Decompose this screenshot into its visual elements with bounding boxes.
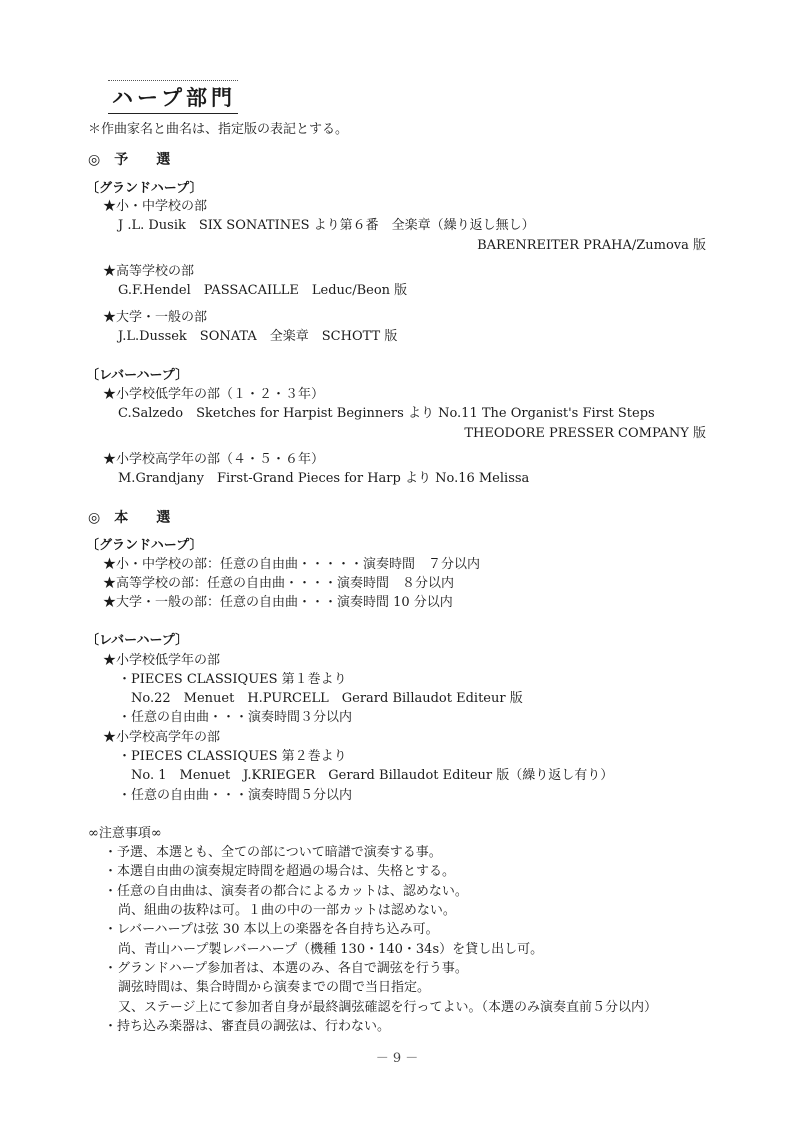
note-item-continued: 尚、青山ハープ製レバーハープ（機種 130・140・34s）を貸し出し可。 [118,942,544,957]
preliminary-lever-upper-grades-piece: M.Grandjany First-Grand Pieces for Harp より No.16 Melissa [118,471,530,486]
preliminary-grand-high-school: ★高等学校の部 [103,264,195,279]
final-grand-elementary-junior: ★小・中学校の部：任意の自由曲・・・・・演奏時間 ７分以内 [103,557,481,572]
note-item: ・予選、本選とも、全ての部について暗譜で演奏する事。 [104,845,442,860]
final-lever-lower-grades-piece: No.22 Menuet H.PURCELL Gerard Billaudot Editeur 版 [131,691,523,706]
preliminary-grand-university: ★大学・一般の部 [103,310,208,325]
preliminary-lever-harp-label: 〔レバーハープ〕 [86,368,189,383]
preliminary-lever-upper-grades: ★小学校高学年の部（４・５・６年） [103,452,325,467]
final-grand-harp-label: 〔グランドハープ〕 [86,538,203,553]
preliminary-grand-elementary-junior-piece: J .L. Dusik SIX SONATINES より第６番 全楽章（繰り返し無し） [118,218,535,233]
note-item: ・本選自由曲の演奏規定時間を超過の場合は、失格とする。 [104,864,456,879]
note-item: ・持ち込み楽器は、審査員の調弦は、行わない。 [104,1019,391,1034]
final-lever-lower-grades-book: ・PIECES CLASSIQUES 第１巻より [118,672,347,687]
preliminary-heading: ◎ 予 選 [88,152,171,168]
composer-title-note: ＊作曲家名と曲名は、指定版の表記とする。 [88,122,349,137]
preliminary-lever-lower-grades: ★小学校低学年の部（１・２・３年） [103,387,325,402]
final-heading: ◎ 本 選 [88,510,171,526]
final-grand-high-school: ★高等学校の部：任意の自由曲・・・・演奏時間 ８分以内 [103,576,455,591]
note-item: ・グランドハープ参加者は、本選のみ、各自で調弦を行う事。 [104,961,468,976]
final-lever-upper-grades-free: ・任意の自由曲・・・演奏時間５分以内 [118,788,353,803]
section-title: ハープ部門 [108,80,238,114]
final-lever-upper-grades-book: ・PIECES CLASSIQUES 第２巻より [118,749,347,764]
preliminary-grand-high-school-piece: G.F.Hendel PASSACAILLE Leduc/Beon 版 [118,283,408,298]
note-item: ・レバーハープは弦 30 本以上の楽器を各自持ち込み可。 [104,922,439,937]
final-lever-lower-grades: ★小学校低学年の部 [103,653,221,668]
final-lever-upper-grades: ★小学校高学年の部 [103,730,221,745]
preliminary-grand-elementary-junior-edition: BARENREITER PRAHA/Zumova 版 [477,238,706,253]
preliminary-lever-lower-grades-edition: THEODORE PRESSER COMPANY 版 [464,426,706,441]
notes-heading: ∞注意事項∞ [88,826,162,841]
final-lever-lower-grades-free: ・任意の自由曲・・・演奏時間３分以内 [118,710,353,725]
page-number: － 9 － [375,1051,419,1066]
preliminary-grand-university-piece: J.L.Dussek SONATA 全楽章 SCHOTT 版 [118,329,398,344]
note-item-continued: 又、ステージ上にて参加者自身が最終調弦確認を行ってよい。（本選のみ演奏直前５分以内） [118,1000,657,1015]
preliminary-grand-elementary-junior: ★小・中学校の部 [103,199,208,214]
final-grand-university: ★大学・一般の部：任意の自由曲・・・演奏時間 10 分以内 [103,595,453,610]
note-item-continued: 調弦時間は、集合時間から演奏までの間で当日指定。 [118,980,431,995]
final-lever-harp-label: 〔レバーハープ〕 [86,633,189,648]
final-lever-upper-grades-piece: No. 1 Menuet J.KRIEGER Gerard Billaudot Editeur 版（繰り返し有り） [131,768,614,783]
note-item-continued: 尚、組曲の抜粋は可。１曲の中の一部カットは認めない。 [118,903,456,918]
note-item: ・任意の自由曲は、演奏者の都合によるカットは、認めない。 [104,884,468,899]
preliminary-lever-lower-grades-piece: C.Salzedo Sketches for Harpist Beginners より No.11 The Organist's First Steps [118,406,655,421]
preliminary-grand-harp-label: 〔グランドハープ〕 [86,181,203,196]
